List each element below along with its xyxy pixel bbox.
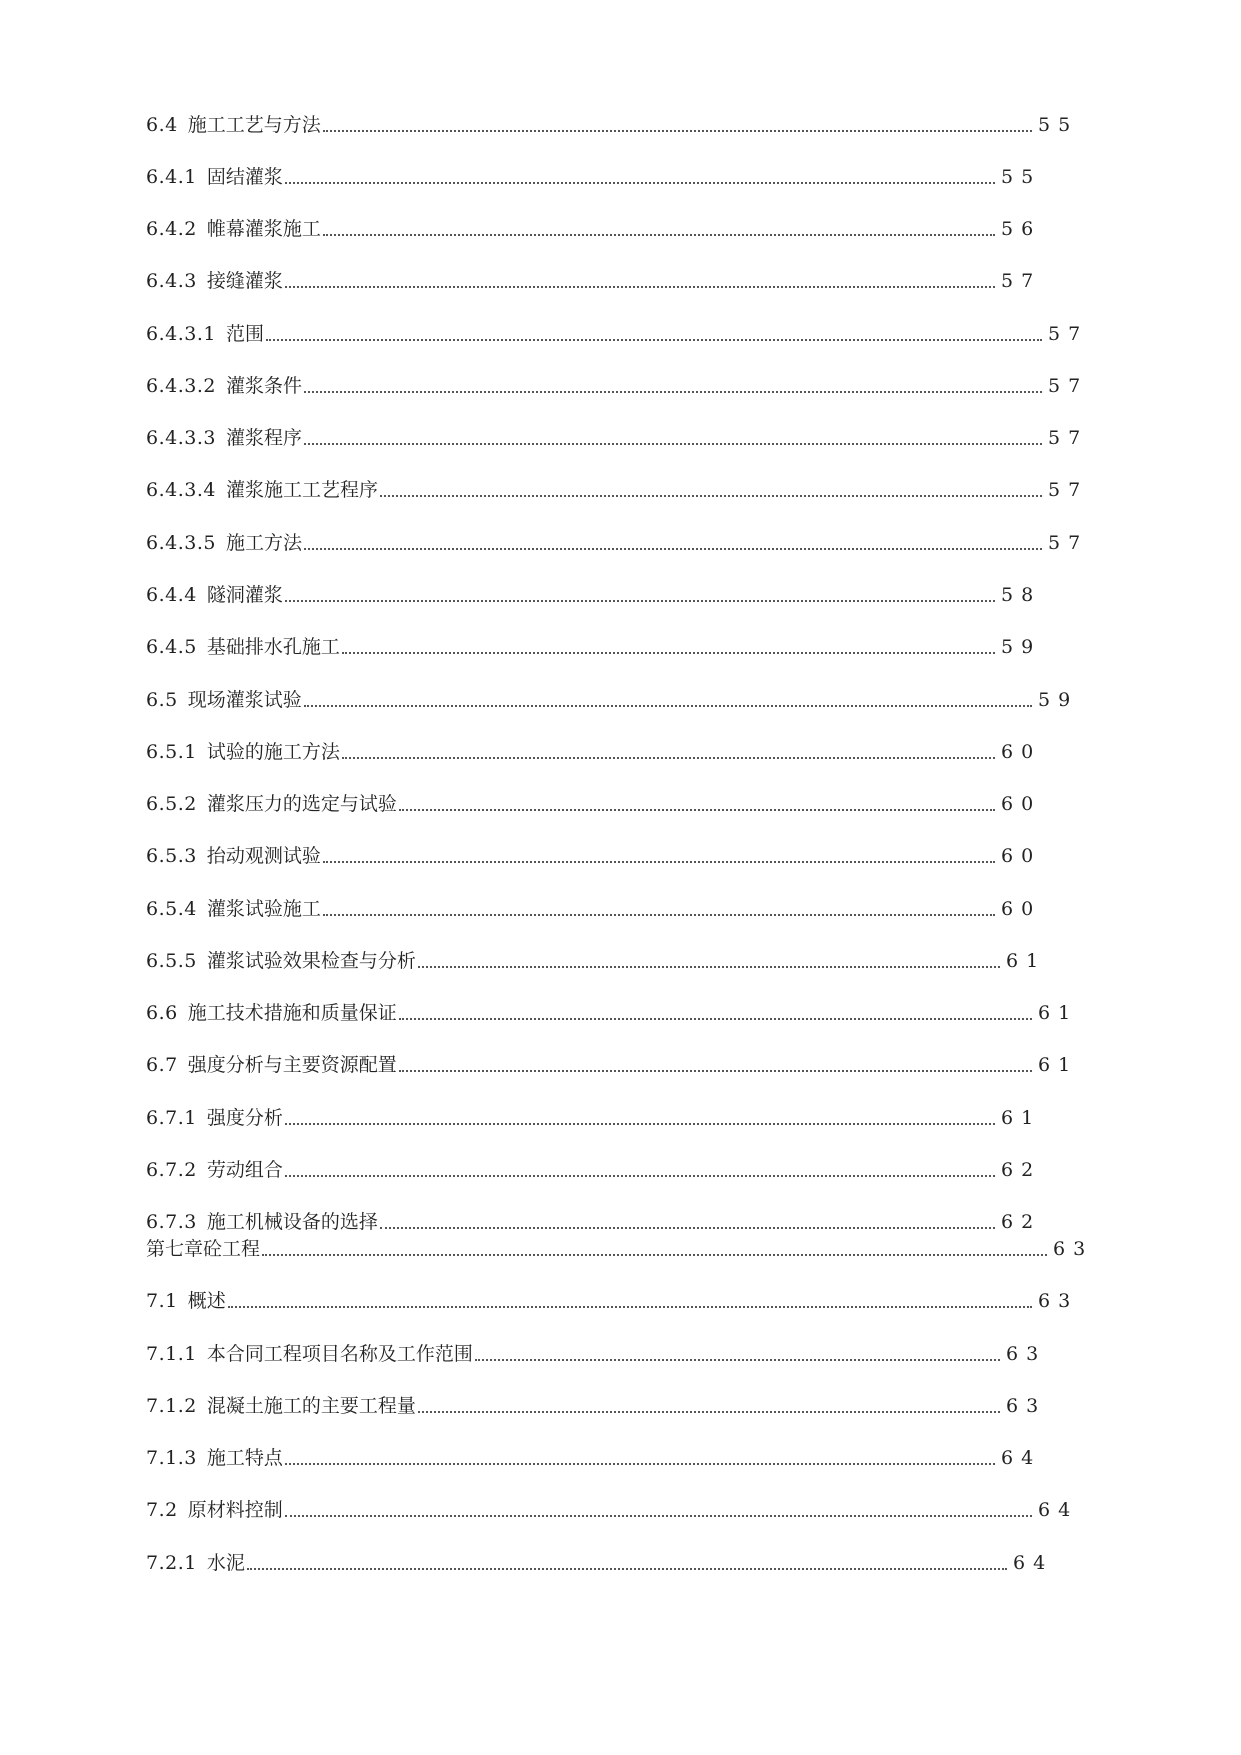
toc-entry-number: 6.5.5 — [146, 950, 197, 972]
toc-entry[interactable] — [146, 1285, 1090, 1313]
toc-entry-text: 灌浆试验施工 — [206, 898, 321, 920]
toc-entry-text: 原材料控制 — [187, 1499, 283, 1521]
toc-entry-page: 60 — [1001, 898, 1042, 920]
toc-entry-page: 60 — [1001, 793, 1042, 815]
toc-entry-title — [146, 1158, 283, 1182]
toc-entry-page: 57 — [1048, 323, 1089, 345]
dot-leader — [266, 338, 1042, 341]
toc-entry[interactable] — [146, 527, 1100, 555]
toc-entry-number: 6.4.2 — [146, 218, 197, 240]
toc-entry[interactable] — [146, 213, 1053, 241]
toc-entry-text: 水泥 — [206, 1552, 245, 1574]
toc-entry-title — [146, 1498, 283, 1522]
toc-entry-number: 7.2.1 — [146, 1552, 197, 1574]
toc-entry-page: 60 — [1001, 741, 1042, 763]
toc-entry-title — [146, 269, 283, 293]
toc-entry[interactable] — [146, 893, 1053, 921]
toc-entry-text: 强度分析与主要资源配置 — [187, 1054, 397, 1076]
dot-leader — [304, 704, 1032, 707]
dot-leader — [228, 1305, 1032, 1308]
toc-entry-number: 6.4.3 — [146, 270, 197, 292]
toc-entry-number: 6.4.1 — [146, 166, 197, 188]
dot-leader — [285, 599, 995, 602]
toc-entry-page: 62 — [1001, 1211, 1042, 1233]
dot-leader — [418, 1410, 1000, 1413]
toc-entry[interactable] — [146, 161, 1053, 189]
toc-entry[interactable] — [146, 1206, 1053, 1234]
toc-entry[interactable] — [146, 997, 1090, 1025]
toc-entry[interactable] — [146, 1102, 1053, 1130]
toc-entry-title — [146, 426, 302, 450]
toc-entry-page: 61 — [1038, 1002, 1079, 1024]
dot-leader — [262, 1253, 1047, 1256]
toc-entry-text: 施工特点 — [206, 1447, 283, 1469]
dot-leader — [285, 1514, 1032, 1517]
toc-entry-number: 6.5.1 — [146, 741, 197, 763]
toc-entry-page: 64 — [1038, 1499, 1079, 1521]
toc-entry-title — [146, 949, 416, 973]
toc-entry-page: 56 — [1001, 218, 1042, 240]
toc-entry-page: 55 — [1001, 166, 1042, 188]
toc-entry-title — [146, 688, 302, 712]
toc-entry-page: 55 — [1038, 114, 1079, 136]
toc-entry-title — [146, 740, 340, 764]
toc-entry[interactable] — [146, 318, 1100, 346]
toc-entry-page: 60 — [1001, 845, 1042, 867]
toc-entry[interactable] — [146, 422, 1100, 450]
toc-entry-number: 6.7.1 — [146, 1107, 197, 1129]
toc-entry-title — [146, 1053, 397, 1077]
toc-entry[interactable] — [146, 631, 1053, 659]
toc-entry-text: 基础排水孔施工 — [206, 636, 340, 658]
toc-entry-text: 灌浆试验效果检查与分析 — [206, 950, 416, 972]
toc-entry-text: 第七章砼工程 — [146, 1238, 261, 1260]
toc-entry-number: 6.4.3.2 — [146, 375, 216, 397]
toc-entry-title — [146, 583, 283, 607]
toc-entry[interactable] — [146, 109, 1090, 137]
toc-entry-number: 6.4.5 — [146, 636, 197, 658]
toc-entry-number: 6.4.3.3 — [146, 427, 216, 449]
toc-entry-number: 6.7 — [146, 1054, 178, 1076]
dot-leader — [285, 1174, 995, 1177]
toc-entry[interactable] — [146, 684, 1090, 712]
toc-entry-text: 施工方法 — [225, 532, 302, 554]
toc-entry-title — [146, 1342, 473, 1366]
toc-entry-text: 帷幕灌浆施工 — [206, 218, 321, 240]
toc-entry[interactable] — [146, 1049, 1090, 1077]
toc-entry-text: 施工机械设备的选择 — [206, 1211, 378, 1233]
dot-leader — [285, 181, 995, 184]
toc-entry-text: 强度分析 — [206, 1107, 283, 1129]
toc-entry-number: 6.5.4 — [146, 898, 197, 920]
toc-entry-number: 6.7.3 — [146, 1211, 197, 1233]
toc-entry-page: 57 — [1048, 479, 1089, 501]
toc-entry-number: 7.2 — [146, 1499, 178, 1521]
toc-entry-title — [146, 1001, 397, 1025]
toc-entry[interactable] — [146, 1442, 1053, 1470]
dot-leader — [304, 390, 1042, 393]
toc-entry[interactable] — [146, 945, 1058, 973]
dot-leader — [323, 860, 995, 863]
toc-entry[interactable] — [146, 1233, 1105, 1261]
toc-entry-text: 试验的施工方法 — [206, 741, 340, 763]
toc-entry-title — [146, 531, 302, 555]
toc-entry-title — [146, 635, 340, 659]
toc-entry-text: 隧洞灌浆 — [206, 584, 283, 606]
toc-entry-page: 57 — [1048, 532, 1089, 554]
toc-entry-title — [146, 1237, 260, 1261]
dot-leader — [304, 442, 1042, 445]
dot-leader — [380, 1226, 995, 1229]
toc-entry[interactable] — [146, 788, 1053, 816]
toc-entry-text: 抬动观测试验 — [206, 845, 321, 867]
dot-leader — [475, 1358, 1000, 1361]
toc-entry-text: 接缝灌浆 — [206, 270, 283, 292]
toc-entry-page: 57 — [1048, 375, 1089, 397]
toc-entry[interactable] — [146, 474, 1100, 502]
toc-entry[interactable] — [146, 1547, 1065, 1575]
toc-entry-text: 本合同工程项目名称及工作范围 — [206, 1343, 473, 1365]
toc-entry-number: 6.5.3 — [146, 845, 197, 867]
toc-entry-number: 6.5 — [146, 689, 178, 711]
toc-entry-number: 6.4.3.4 — [146, 479, 216, 501]
dot-leader — [380, 494, 1042, 497]
toc-entry[interactable] — [146, 840, 1053, 868]
toc-entry-number: 6.6 — [146, 1002, 178, 1024]
toc-entry-page: 58 — [1001, 584, 1042, 606]
toc-entry-page: 57 — [1048, 427, 1089, 449]
dot-leader — [342, 756, 995, 759]
dot-leader — [285, 285, 995, 288]
toc-entry[interactable] — [146, 1390, 1058, 1418]
toc-entry-number: 7.1.2 — [146, 1395, 197, 1417]
toc-entry-title — [146, 844, 321, 868]
toc-entry[interactable] — [146, 579, 1053, 607]
toc-entry-number: 6.7.2 — [146, 1159, 197, 1181]
toc-entry-text: 施工工艺与方法 — [187, 114, 321, 136]
toc-entry[interactable] — [146, 736, 1053, 764]
toc-entry[interactable] — [146, 1494, 1090, 1522]
toc-entry-text: 施工技术措施和质量保证 — [187, 1002, 397, 1024]
toc-entry[interactable] — [146, 370, 1100, 398]
toc-entry-text: 灌浆施工工艺程序 — [225, 479, 378, 501]
toc-entry-text: 概述 — [187, 1290, 226, 1312]
toc-entry-page: 59 — [1038, 689, 1079, 711]
dot-leader — [247, 1567, 1007, 1570]
toc-entry-number: 6.4.3.5 — [146, 532, 216, 554]
toc-entry-title — [146, 1394, 416, 1418]
toc-entry-page: 64 — [1013, 1552, 1054, 1574]
toc-entry-text: 范围 — [225, 323, 264, 345]
toc-entry-page: 61 — [1038, 1054, 1079, 1076]
toc-entry-title — [146, 217, 321, 241]
dot-leader — [323, 913, 995, 916]
toc-entry-title — [146, 897, 321, 921]
toc-entry-page: 61 — [1006, 950, 1047, 972]
toc-entry-number: 6.4.4 — [146, 584, 197, 606]
toc-entry-text: 现场灌浆试验 — [187, 689, 302, 711]
dot-leader — [323, 129, 1032, 132]
toc-entry-title — [146, 1106, 283, 1130]
toc-entry-number: 6.4.3.1 — [146, 323, 216, 345]
toc-entry-title — [146, 1551, 245, 1575]
toc-entry-title — [146, 478, 378, 502]
dot-leader — [323, 233, 995, 236]
toc-entry-page: 63 — [1006, 1395, 1047, 1417]
toc-entry-page: 61 — [1001, 1107, 1042, 1129]
toc-entry-page: 63 — [1053, 1238, 1094, 1260]
toc-entry[interactable] — [146, 1154, 1053, 1182]
toc-entry-number: 6.4 — [146, 114, 178, 136]
toc-entry-title — [146, 165, 283, 189]
toc-entry-title — [146, 1446, 283, 1470]
toc-entry-text: 灌浆条件 — [225, 375, 302, 397]
dot-leader — [285, 1462, 995, 1465]
dot-leader — [399, 1017, 1032, 1020]
dot-leader — [304, 547, 1042, 550]
dot-leader — [399, 1069, 1032, 1072]
toc-entry-text: 灌浆程序 — [225, 427, 302, 449]
toc-entry-text: 混凝土施工的主要工程量 — [206, 1395, 416, 1417]
toc-entry-title — [146, 322, 264, 346]
toc-entry-page: 64 — [1001, 1447, 1042, 1469]
toc-entry-page: 63 — [1038, 1290, 1079, 1312]
toc-entry[interactable] — [146, 265, 1053, 293]
toc-entry-number: 6.5.2 — [146, 793, 197, 815]
toc-entry[interactable] — [146, 1338, 1058, 1366]
toc-entry-title — [146, 1289, 226, 1313]
dot-leader — [418, 965, 1000, 968]
toc-entry-number: 7.1.3 — [146, 1447, 197, 1469]
toc-entry-title — [146, 374, 302, 398]
toc-entry-title — [146, 1210, 378, 1234]
dot-leader — [342, 651, 995, 654]
dot-leader — [399, 808, 995, 811]
toc-entry-page: 57 — [1001, 270, 1042, 292]
toc-entry-page: 59 — [1001, 636, 1042, 658]
toc-entry-number: 7.1 — [146, 1290, 178, 1312]
toc-entry-text: 固结灌浆 — [206, 166, 283, 188]
toc-entry-page: 63 — [1006, 1343, 1047, 1365]
toc-entry-text: 劳动组合 — [206, 1159, 283, 1181]
toc-entry-title — [146, 792, 397, 816]
toc-entry-number: 7.1.1 — [146, 1343, 197, 1365]
toc-entry-page: 62 — [1001, 1159, 1042, 1181]
toc-entry-title — [146, 113, 321, 137]
dot-leader — [285, 1122, 995, 1125]
toc-entry-text: 灌浆压力的选定与试验 — [206, 793, 397, 815]
